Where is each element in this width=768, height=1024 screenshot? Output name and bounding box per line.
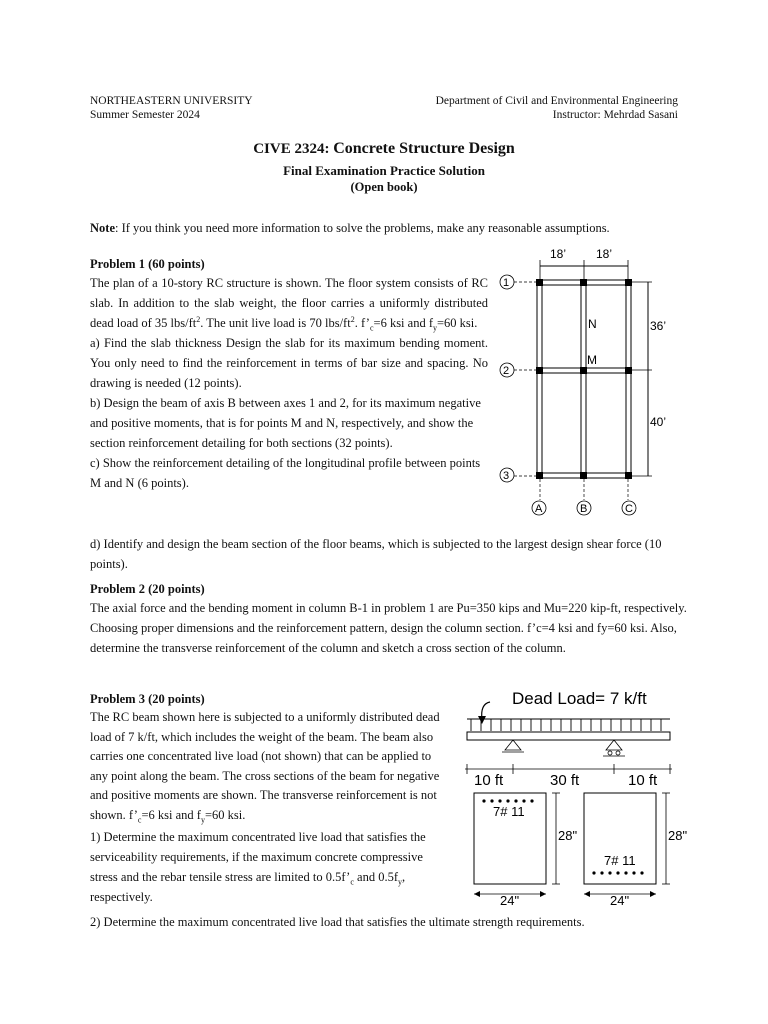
note-label: Note [90, 221, 115, 235]
department: Department of Civil and Environmental Engineering [435, 95, 678, 107]
problem-3-q1 [90, 827, 452, 907]
q1-text-a: 1) Determine the maximum concentrated live load that satisfies the serviceability requirements, if the maximum concrete compressive stress and the rebar tensile stress are limited to 0.5f’ [90, 830, 426, 884]
note-paragraph [90, 218, 690, 238]
point-n-label: N [588, 317, 597, 331]
problem-3-q2: 2) Determine the maximum concentrated live load that satisfies the ultimate strength requirements. [90, 915, 585, 929]
semester: Summer Semester 2024 [90, 109, 200, 121]
section-2-height-label: 28" [668, 828, 688, 843]
axis-1-label: 1 [503, 277, 510, 289]
span-mid-label: 30 ft [550, 772, 580, 789]
sub-c: c [350, 877, 354, 887]
problem-1 [90, 255, 488, 493]
sup-2: 2 [196, 314, 201, 324]
point-m-label: M [587, 353, 597, 367]
intro-text-d: =6 ksi and f [373, 316, 433, 330]
sub-c: c [137, 815, 142, 824]
section-positive-moment [584, 793, 656, 884]
sub-y: y [433, 323, 437, 333]
instructor: Instructor: Mehrdad Sasani [552, 109, 678, 121]
span-right-label: 10 ft [628, 772, 658, 789]
q1-text-b: and 0.5f [353, 870, 398, 884]
dead-load-label: Dead Load= 7 k/ft [512, 689, 647, 708]
beam-grid [537, 280, 631, 478]
problem-3 [90, 690, 452, 907]
span-23-label: 40’ [650, 415, 667, 429]
problem-1-intro [90, 273, 488, 333]
problem-2-text: The axial force and the bending moment in column B-1 in problem 1 are Pu=350 kips and Mu=220 kip-ft, respectively. Choosing proper dimensions and the reinforcement pattern, design the column section. f’c=4 ksi and fy=60 ksi. Also, determine the transverse reinforcement of the column and sketch a cross section of the column. [90, 601, 687, 655]
university-name: NORTHEASTERN UNIVERSITY [90, 95, 253, 107]
axis-2-label: 2 [503, 365, 510, 377]
pin-support [505, 740, 521, 750]
page-subtitle: Final Examination Practice Solution [283, 163, 485, 178]
axis-a-label: A [535, 503, 543, 515]
course-name: Concrete Structure Design [333, 140, 515, 157]
problem-2 [90, 580, 690, 658]
sub-y: y [200, 815, 205, 824]
problem-1-part-d: d) Identify and design the beam section of the floor beams, which is subjected to the largest design shear force (10 points). [90, 537, 662, 571]
section-1-bars-label: 7# 11 [493, 804, 525, 819]
sub-c: c [369, 323, 374, 333]
beam-member [467, 732, 670, 740]
problem-2-heading: Problem 2 (20 points) [90, 582, 205, 596]
p3-text-b: =6 ksi and f [141, 807, 201, 822]
p3-text-c: =60 ksi. [204, 807, 246, 822]
p3-text-a: The RC beam shown here is subjected to a uniformly distributed dead load of 7 k/ft, which includes the weight of the beam. The beam also carries one concentrated live load (not shown) that can be applied to any point along the beam. The cross sections of the beam for negative and positive moments are shown. The transverse reinforcement is not shown. f’ [90, 710, 440, 822]
problem-3-text [90, 708, 452, 825]
intro-text-c: . f’ [354, 316, 370, 330]
span-left-label: 10 ft [474, 772, 504, 789]
problem-1-part-a: a) Find the slab thickness Design the slab for its maximum bending moment. You only need to find the reinforcement in terms of bar size and spacing. No drawing is needed (12 points). [90, 336, 488, 390]
span-ab-label: 18’ [550, 247, 567, 261]
section-1-width-label: 24" [500, 893, 520, 908]
section-2-bars-label: 7# 11 [604, 853, 636, 868]
open-book-note: (Open book) [350, 180, 418, 194]
note-text: : If you think you need more information to solve the problems, make any reasonable assumptions. [115, 221, 610, 235]
intro-text-e: =60 ksi. [437, 316, 478, 330]
problem-1-part-c: c) Show the reinforcement detailing of the longitudinal profile between points M and N (6 points). [90, 456, 481, 490]
header-left [90, 94, 253, 122]
problem-1-heading: Problem 1 (60 points) [90, 257, 205, 271]
course-code: CIVE 2324: [253, 141, 330, 157]
intro-text-a: The plan of a 10-story RC structure is shown. The floor system consists of RC slab. In addition to the slab weight, the floor carries a uniformly distributed dead load of 35 lbs/ft [90, 276, 488, 330]
axis-b-label: B [580, 503, 588, 515]
problem-1-part-b: b) Design the beam of axis B between axes 1 and 2, for its maximum negative and positive moments, that is for points M and N, respectively, and show the section reinforcement detailing for both sections (32 points). [90, 396, 481, 450]
q1-text-c: , respectively. [90, 870, 406, 904]
problem-3-heading: Problem 3 (20 points) [90, 692, 205, 706]
section-2-width-label: 24" [610, 893, 630, 908]
axis-3-label: 3 [503, 470, 510, 482]
intro-text-b: . The unit live load is 70 lbs/ft [200, 316, 351, 330]
beam-figure [460, 682, 695, 912]
header-right [436, 94, 678, 122]
section-1-height-label: 28" [558, 828, 578, 843]
sub-y: y [398, 877, 402, 887]
sup-2: 2 [350, 314, 355, 324]
roller-support [606, 740, 622, 750]
page-title [0, 140, 768, 158]
axis-c-label: C [625, 503, 633, 515]
span-bc-label: 18’ [596, 247, 613, 261]
floor-plan-figure [490, 242, 690, 522]
span-12-label: 36’ [650, 319, 667, 333]
distributed-load [467, 719, 670, 731]
